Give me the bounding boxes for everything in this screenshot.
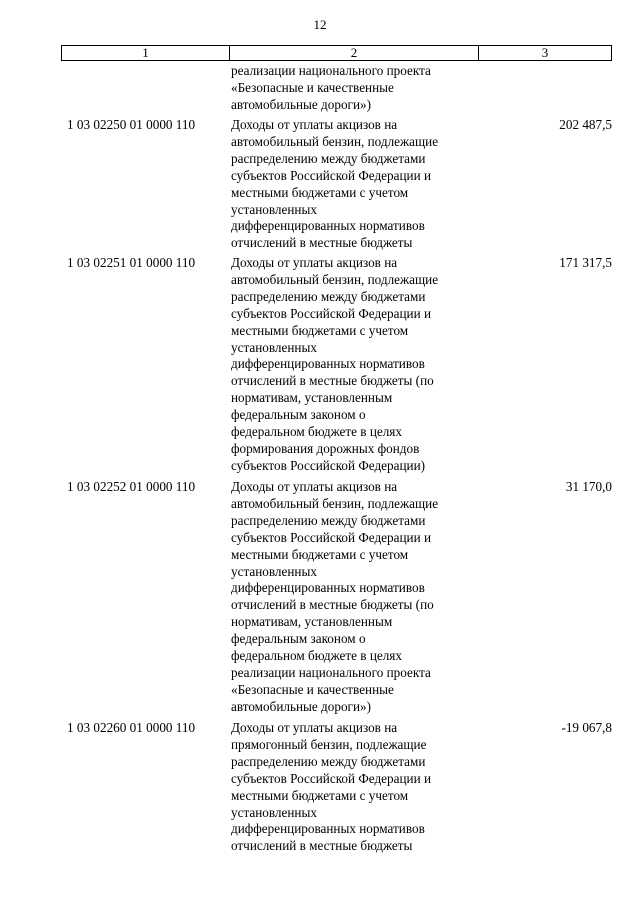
column-header-code: 1 [62,46,230,60]
row-code: 1 03 02251 01 0000 110 [67,255,196,270]
row-code: 1 03 02250 01 0000 110 [67,117,196,132]
row-description: Доходы от уплаты акцизов на автомобильный бензин, подлежащие распределению между бюджетами субъектов Российской Федерации и местными бюджетами с учетом установленных дифференцированных нормативов отчислений в местные бюджеты (по нормативам, установленным федеральным законом о федеральном бюджете в целях формирования дорожных фондов субъектов Российской Федерации) [231,255,439,473]
row-code: 1 03 02252 01 0000 110 [67,479,196,494]
row-description: Доходы от уплаты акцизов на прямогонный бензин, подлежащие распределению между бюджетами субъектов Российской Федерации и местными бюджетами с учетом установленных дифференцированных нормативов отчислений в местные бюджеты [231,720,432,854]
table-header [61,45,612,61]
row-amount: 171 317,5 [559,255,612,270]
continuation-text: реализации национального проекта «Безопасные и качественные автомобильные дороги») [231,63,431,112]
page-number: 12 [313,17,327,32]
row-description: Доходы от уплаты акцизов на автомобильный бензин, подлежащие распределению между бюджетами субъектов Российской Федерации и местными бюджетами с учетом установленных дифференцированных нормативов отчислений в местные бюджеты (по нормативам, установленным федеральным законом о федеральном бюджете в целях реализации национального проекта «Безопасные и качественные автомобильные дороги») [231,479,439,714]
column-header-description: 2 [230,46,479,60]
row-amount: 202 487,5 [559,117,612,132]
row-amount: 31 170,0 [565,479,612,494]
row-amount: -19 067,8 [561,720,612,735]
row-description: Доходы от уплаты акцизов на автомобильный бензин, подлежащие распределению между бюджетами субъектов Российской Федерации и местными бюджетами с учетом установленных дифференцированных нормативов отчислений в местные бюджеты [231,117,439,251]
row-code: 1 03 02260 01 0000 110 [67,720,196,735]
column-header-amount: 3 [541,45,549,60]
